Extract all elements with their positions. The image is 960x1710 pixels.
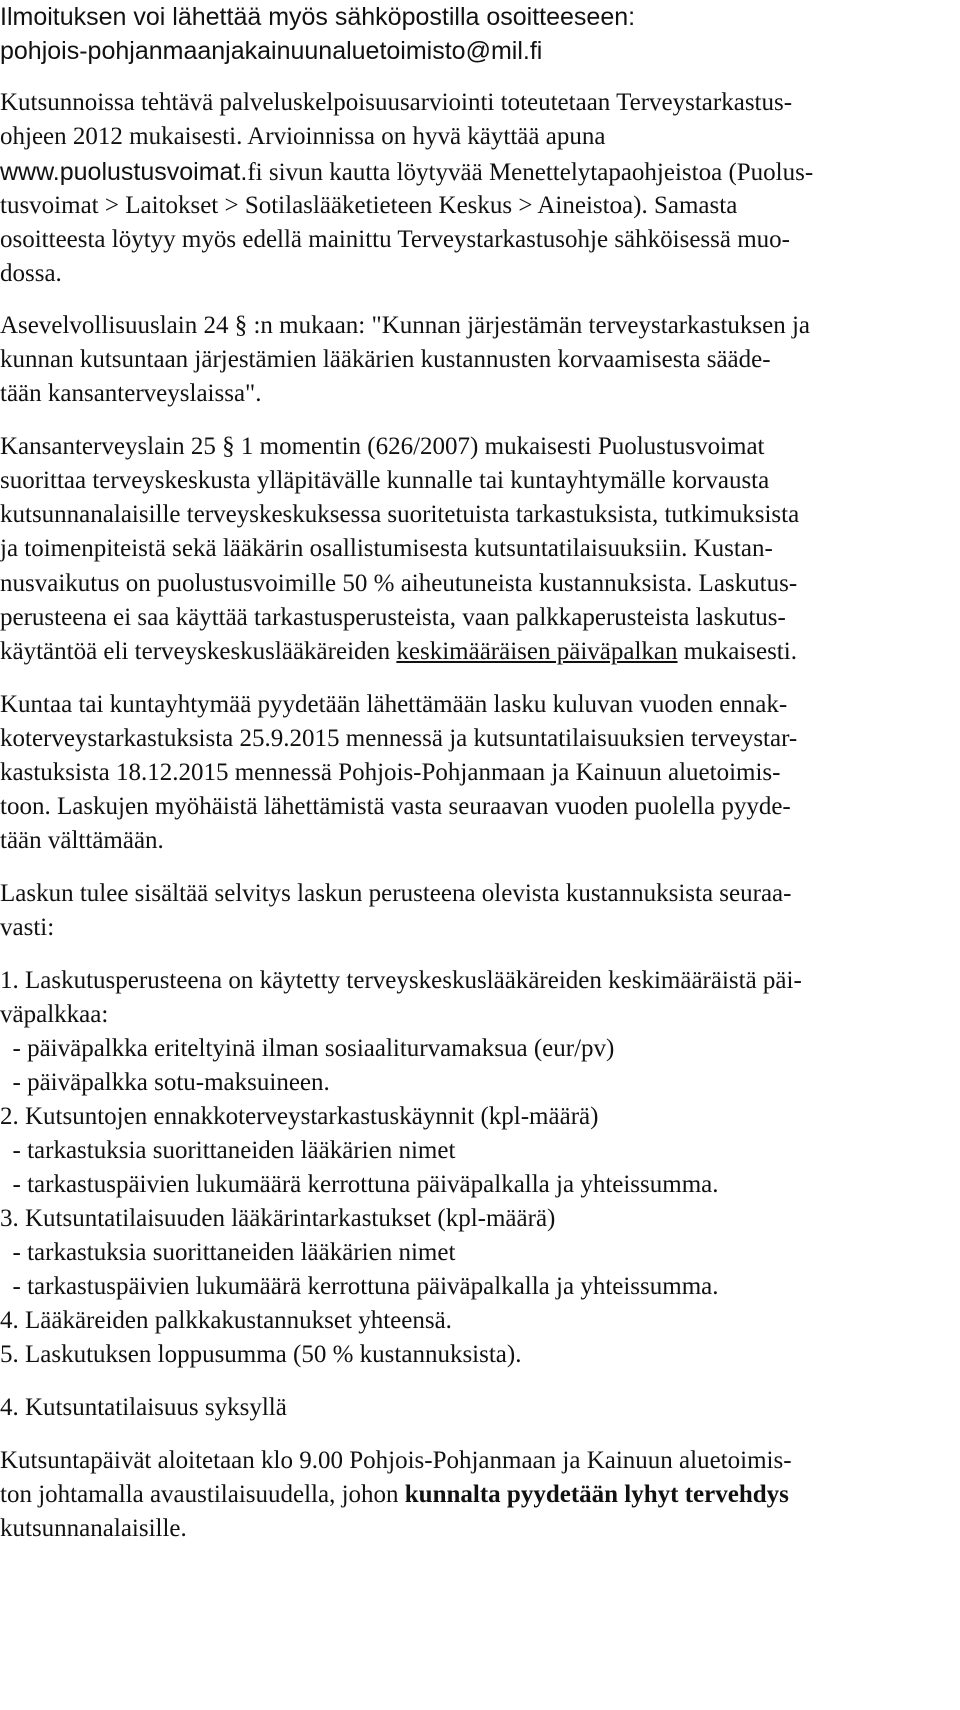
text-line	[0, 1338, 521, 1372]
text-line	[0, 1236, 455, 1270]
text-segment: - tarkastuspäivien lukumäärä kerrottuna päiväpalkalla ja yhteissumma.	[0, 1171, 719, 1198]
text-line	[0, 1100, 598, 1134]
text-segment: Kuntaa tai kuntayhtymää pyydetään lähettämään lasku kuluvan vuoden ennak-	[0, 691, 788, 718]
text-line	[0, 0, 635, 35]
text-segment: ja toimenpiteistä sekä lääkärin osallistumisesta kutsuntatilaisuuksiin. Kustan-	[0, 535, 773, 562]
text-line	[0, 824, 164, 858]
text-line	[0, 155, 813, 190]
text-line	[0, 86, 792, 120]
text-line	[0, 790, 791, 824]
text-segment: kutsunnanalaisille.	[0, 1515, 187, 1542]
text-segment: 3. Kutsuntatilaisuuden lääkärintarkastukset (kpl-määrä)	[0, 1205, 556, 1232]
text-line	[0, 34, 542, 69]
text-line	[0, 1512, 187, 1546]
text-segment: - tarkastuksia suorittaneiden lääkärien nimet	[0, 1239, 456, 1266]
text-line	[0, 464, 769, 498]
text-segment: kunnan kutsuntaan järjestämien lääkärien kustannusten korvaamisesta sääde-	[0, 346, 771, 373]
text-line	[0, 1168, 719, 1202]
text-line	[0, 430, 765, 464]
text-line	[0, 1134, 455, 1168]
text-segment: - tarkastuksia suorittaneiden lääkärien nimet	[0, 1137, 456, 1164]
text-line	[0, 498, 799, 532]
text-segment: ohjeen 2012 mukaisesti. Arvioinnissa on hyvä käyttää apuna	[0, 123, 606, 150]
text-line	[0, 1478, 789, 1512]
text-line	[0, 1066, 330, 1100]
text-segment: - päiväpalkka eriteltyinä ilman sosiaaliturvamaksua (eur/pv)	[0, 1035, 615, 1062]
text-segment: tusvoimat > Laitokset > Sotilaslääketieteen Keskus > Aineistoa). Samasta	[0, 192, 738, 219]
text-segment: suorittaa terveyskeskusta ylläpitävälle kunnalle tai kuntayhtymälle korvausta	[0, 467, 770, 494]
text-segment: toon. Laskujen myöhäistä lähettämistä vasta seuraavan vuoden puolella pyyde-	[0, 793, 791, 820]
text-segment: Asevelvollisuuslain 24 § :n mukaan: "Kunnan järjestämän terveystarkastuksen ja	[0, 312, 811, 339]
text-segment: 2. Kutsuntojen ennakkoterveystarkastuskäynnit (kpl-määrä)	[0, 1103, 599, 1130]
text-segment: väpalkkaa:	[0, 1001, 109, 1028]
text-line	[0, 911, 54, 945]
text-segment: kutsunnanalaisille terveyskeskuksessa suoritetuista tarkastuksista, tutkimuksista	[0, 501, 800, 528]
text-line	[0, 635, 797, 669]
text-line	[0, 722, 797, 756]
text-segment: koterveystarkastuksista 25.9.2015 mennessä ja kutsuntatilaisuuksien terveystar-	[0, 725, 798, 752]
text-segment: 4. Kutsuntatilaisuus syksyllä	[0, 1394, 287, 1421]
text-line	[0, 1032, 614, 1066]
text-segment: 5. Laskutuksen loppusumma (50 % kustannuksista).	[0, 1341, 522, 1368]
text-segment: - tarkastuspäivien lukumäärä kerrottuna päiväpalkalla ja yhteissumma.	[0, 1273, 719, 1300]
text-segment: Ilmoituksen voi lähettää myös sähköpostilla osoitteeseen:	[0, 3, 636, 31]
text-segment: perusteena ei saa käyttää tarkastusperusteista, vaan palkkaperusteista laskutus-	[0, 604, 786, 631]
text-segment: vasti:	[0, 914, 55, 941]
text-line	[0, 343, 771, 377]
text-line	[0, 1270, 719, 1304]
text-line	[0, 189, 737, 223]
text-line	[0, 688, 787, 722]
text-segment: 4. Lääkäreiden palkkakustannukset yhteensä.	[0, 1307, 452, 1334]
text-segment: Kutsunnoissa tehtävä palveluskelpoisuusarviointi toteutetaan Terveystarkastus-	[0, 89, 793, 116]
text-segment: www.puolustusvoimat.	[0, 158, 248, 186]
text-line	[0, 377, 262, 411]
text-segment: pohjois-pohjanmaanjakainuunaluetoimisto@mil.fi	[0, 37, 543, 65]
text-line	[0, 532, 773, 566]
underlined-text: keskimääräisen päiväpalkan	[396, 638, 678, 665]
text-line	[0, 1202, 555, 1236]
text-segment: osoitteesta löytyy myös edellä mainittu Terveystarkastusohje sähköisessä muo-	[0, 226, 791, 253]
text-segment: dossa.	[0, 260, 62, 287]
text-line	[0, 120, 605, 154]
text-segment: kastuksista 18.12.2015 mennessä Pohjois-Pohjanmaan ja Kainuun aluetoimis-	[0, 759, 781, 786]
bold-text: kunnalta pyydetään lyhyt tervehdys	[404, 1481, 789, 1508]
text-segment: - päiväpalkka sotu-maksuineen.	[0, 1069, 330, 1096]
text-segment: tään kansanterveyslaissa".	[0, 380, 262, 407]
text-line	[0, 1444, 792, 1478]
text-segment: mukaisesti.	[677, 638, 797, 665]
text-segment: ton johtamalla avaustilaisuudella, johon	[0, 1481, 405, 1508]
text-segment: käytäntöä eli terveyskeskuslääkäreiden	[0, 638, 397, 665]
text-line	[0, 756, 780, 790]
text-line	[0, 601, 786, 635]
text-line	[0, 964, 802, 998]
text-line	[0, 1391, 287, 1425]
text-segment: nusvaikutus on puolustusvoimille 50 % aiheutuneista kustannuksista. Laskutus-	[0, 570, 798, 597]
text-line	[0, 223, 790, 257]
text-segment: Kutsuntapäivät aloitetaan klo 9.00 Pohjois-Pohjanmaan ja Kainuun aluetoimis-	[0, 1447, 792, 1474]
text-segment: 1. Laskutusperusteena on käytetty terveyskeskuslääkäreiden keskimääräistä päi-	[0, 967, 802, 994]
text-line	[0, 309, 810, 343]
text-line	[0, 1304, 452, 1338]
text-segment: Laskun tulee sisältää selvitys laskun perusteena olevista kustannuksista seuraa-	[0, 880, 792, 907]
text-line	[0, 257, 62, 291]
text-line	[0, 877, 791, 911]
text-segment: Kansanterveyslain 25 § 1 momentin (626/2007) mukaisesti Puolustusvoimat	[0, 433, 765, 460]
text-segment: fi sivun kautta löytyvää Menettelytapaohjeistoa (Puolus-	[247, 159, 814, 186]
text-line	[0, 998, 108, 1032]
text-line	[0, 567, 797, 601]
text-segment: tään välttämään.	[0, 827, 164, 854]
